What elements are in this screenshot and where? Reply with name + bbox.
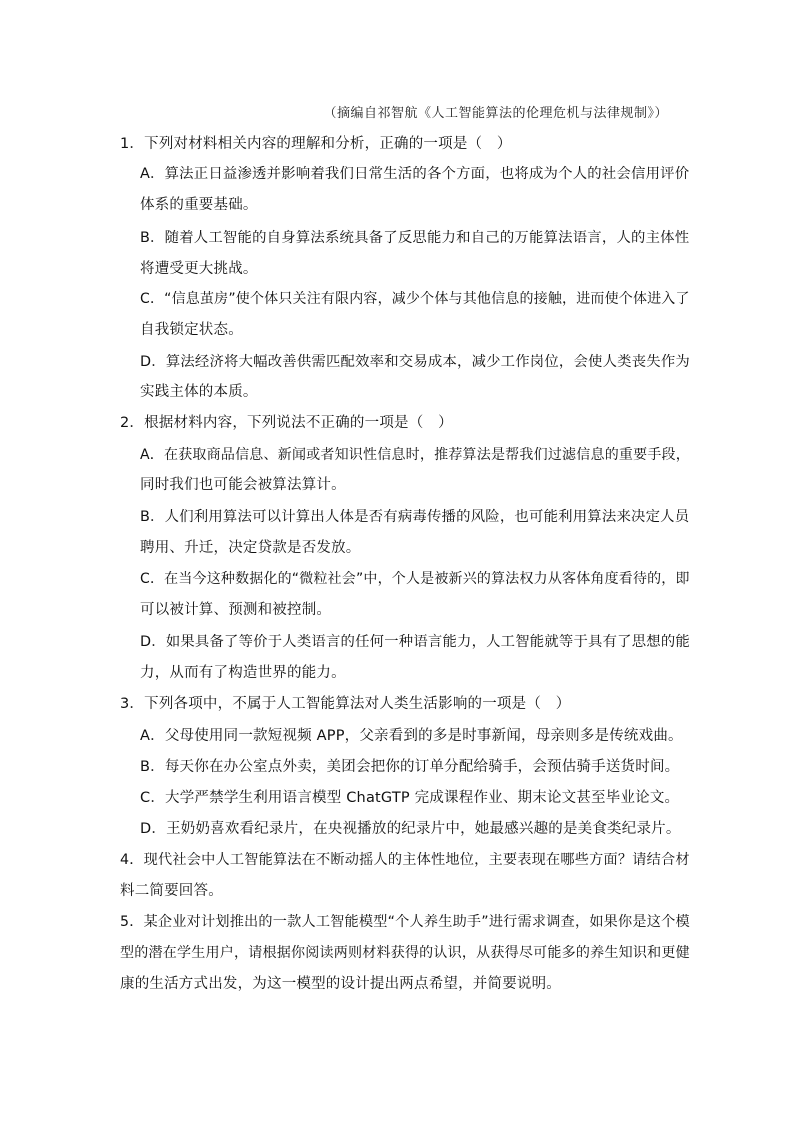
- question-3-option-c: C．大学严禁学生利用语言模型 ChatGTP 完成课程作业、期末论文甚至毕业论文。: [140, 790, 680, 806]
- question-1-option-b: B．随着人工智能的自身算法系统具备了反思能力和自己的万能算法语言，人的主体性: [140, 230, 690, 246]
- question-2-option-a: A．在获取商品信息、新闻或者知识性信息时，推荐算法是帮我们过滤信息的重要手段，: [140, 447, 690, 463]
- question-2-option-a-cont: 同时我们也可能会被算法算计。: [140, 477, 346, 493]
- question-1-option-a: A．算法正日益渗透并影响着我们日常生活的各个方面，也将成为个人的社会信用评价: [140, 166, 690, 182]
- question-1-option-c-cont: 自我锁定状态。: [140, 322, 243, 338]
- question-1-option-c: C．“信息茧房”使个体只关注有限内容，减少个体与其他信息的接触，进而使个体进入了: [140, 291, 690, 307]
- question-1-option-d-cont: 实践主体的本质。: [140, 384, 258, 400]
- question-3-option-a: A．父母使用同一款短视频 APP，父亲看到的多是时事新闻，母亲则多是传统戏曲。: [140, 728, 683, 744]
- question-1-stem: 1．下列对材料相关内容的理解和分析，正确的一项是（ ）: [120, 136, 512, 152]
- question-2-option-d: D．如果具备了等价于人类语言的任何一种语言能力，人工智能就等于具有了思想的能: [140, 634, 690, 650]
- question-1-option-b-cont: 将遭受更大挑战。: [140, 261, 258, 277]
- source-citation: （摘编自祁智航《人工智能算法的伦理危机与法律规制》）: [323, 106, 668, 121]
- question-2-stem: 2．根据材料内容，下列说法不正确的一项是（ ）: [120, 415, 453, 431]
- question-5-stem-cont-2: 康的生活方式出发，为这一模型的设计提出两点希望，并简要说明。: [120, 976, 561, 992]
- question-1-option-d: D．算法经济将大幅改善供需匹配效率和交易成本，减少工作岗位，会使人类丧失作为: [140, 354, 690, 370]
- question-3-option-b: B．每天你在办公室点外卖，美团会把你的订单分配给骑手，会预估骑手送货时间。: [140, 759, 680, 775]
- question-5-stem: 5．某企业对计划推出的一款人工智能模型“个人养生助手”进行需求调查，如果你是这个模: [120, 914, 690, 930]
- question-5-stem-cont-1: 型的潜在学生用户，请根据你阅读两则材料获得的认识，从获得尽可能多的养生知识和更健: [120, 945, 690, 961]
- question-4-stem: 4．现代社会中人工智能算法在不断动摇人的主体性地位，主要表现在哪些方面？请结合材: [120, 852, 690, 868]
- question-2-option-b-cont: 聘用、升迁，决定贷款是否发放。: [140, 540, 361, 556]
- question-2-option-b: B．人们利用算法可以计算出人体是否有病毒传播的风险，也可能利用算法来决定人员: [140, 509, 690, 525]
- question-2-option-c: C．在当今这种数据化的“微粒社会”中，个人是被新兴的算法权力从客体角度看待的，即: [140, 571, 690, 587]
- question-3-stem: 3．下列各项中，不属于人工智能算法对人类生活影响的一项是（ ）: [120, 696, 571, 712]
- question-3-option-d: D．王奶奶喜欢看纪录片，在央视播放的纪录片中，她最感兴趣的是美食类纪录片。: [140, 821, 681, 837]
- question-2-option-c-cont: 可以被计算、预测和被控制。: [140, 602, 332, 618]
- question-4-stem-cont: 料二简要回答。: [120, 883, 223, 899]
- question-1-option-a-cont: 体系的重要基础。: [140, 197, 258, 213]
- question-2-option-d-cont: 力，从而有了构造世界的能力。: [140, 665, 346, 681]
